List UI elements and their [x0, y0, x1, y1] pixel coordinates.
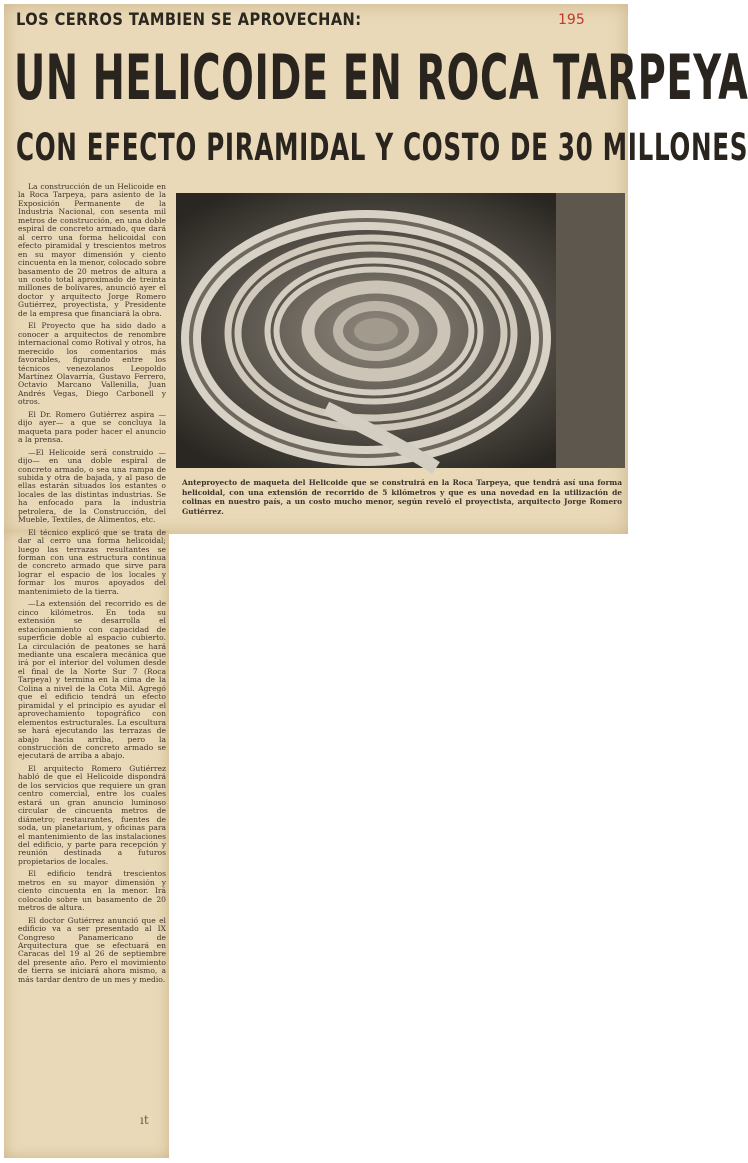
- handwritten-mark: ıt: [140, 1113, 149, 1127]
- helicoide-model-illustration: [176, 193, 625, 468]
- photo-caption: Anteproyecto de maqueta del Helicoide que se construirá en la Roca Tarpeya, que tendrá así una forma helicoidal, con una extensión de recorrido de 5 kilómetros y que es una novedad en la utilización de colinas en nuestro país, a un costo mucho menor, según reveló el proyectista, arquitecto Jorge Romero Gutiérrez.: [182, 478, 622, 516]
- article-paragraph: El Proyecto que ha sido dado a conocer a arquitectos de renombre internacional como Rotival y otros, ha merecido los comentarios más favorables, figurando entre los técnicos venezolanos Leopoldo Martínez Olavarría, Gustavo Ferrero, Octavio Marcano Vallenilla, Juan Andrés Vegas, Diego Carbonell y otros.: [18, 321, 166, 407]
- article-subhead: CON EFECTO PIRAMIDAL Y COSTO DE 30 MILLONES: [16, 126, 748, 169]
- article-paragraph: El arquitecto Romero Gutiérrez habló de que el Helicoide dispondrá de los servicios que requiere un gran centro comercial, entre los cuales estará un gran anuncio luminoso circular de cincuenta metros de diámetro; restaurantes, fuentes de soda, un planetarium, y oficinas para el mantenimiento de las instalaciones del edificio, y parte para recepción y reunión destinada a futuros propietarios de locales.: [18, 763, 166, 866]
- helicoide-model-photo: [176, 193, 625, 468]
- article-kicker: LOS CERROS TAMBIEN SE APROVECHAN:: [16, 10, 362, 30]
- article-paragraph: El doctor Gutiérrez anunció que el edificio va a ser presentado al IX Congreso Panamericano de Arquitectura que se efectuará en Caracas del 19 al 26 de septiembre del presente año. Pero el movimiento de tierra se iniciará ahora mismo, a más tardar dentro de un mes y medio.: [18, 915, 166, 984]
- article-body: [18, 183, 166, 988]
- handwritten-page-number: 195: [558, 12, 585, 28]
- article-headline: UN HELICOIDE EN ROCA TARPEYA: [14, 41, 748, 114]
- article-paragraph: El técnico explicó que se trata de dar al cerro una forma helicoidal; luego las terrazas resultantes se forman con una estructura continua de concreto armado que sirve para lograr el espacio de los locales y formar los muros apoyados del mantenimieto de la tierra.: [18, 527, 166, 596]
- article-paragraph: —La extensión del recorrido es de cinco kilómetros. En toda su extensión se desarrolla el estacionamiento con capacidad de superficie doble al espacio cubierto. La circulación de peatones se hará mediante una escalera mecánica que irá por el interior del volumen desde el final de la Norte Sur 7 (Roca Tarpeya) y termina en la cima de la Colina a nivel de la Cota Mil. Agregó que el edificio tendrá un efecto piramidal y el principio es ayudar el aprovechamiento topográfico con elementos estructurales. La escultura se hará ejecutando las terrazas de abajo hacia arriba, pero la construcción de concreto armado se ejecutará de arriba a abajo.: [18, 599, 166, 761]
- article-paragraph: El Dr. Romero Gutiérrez aspira —dijo ayer— a que se concluya la maqueta para poder hacer el anuncio a la prensa.: [18, 409, 166, 445]
- article-paragraph: El edificio tendrá trescientos metros en su mayor dimensión y ciento cincuenta en la menor. Irá colocado sobre un basamento de 20 metros de altura.: [18, 869, 166, 913]
- article-paragraph: La construcción de un Helicoide en la Roca Tarpeya, para asiento de la Exposición Permanente de la Industria Nacional, con sesenta mil metros de construcción, en una doble espiral de concreto armado, que dará al cerro una forma helicoidal con efecto piramidal y trescientos metros en su mayor dimensión y ciento cincuenta en la menor, colocado sobre basamento de 20 metros de altura a un costo total aproximado de treinta millones de bolívares, anunció ayer el doctor y arquitecto Jorge Romero Gutiérrez, proyectista, y Presidente de la empresa que financiará la obra.: [18, 182, 166, 318]
- article-paragraph: —El Helicoide será construido —dijo— en una doble espiral de concreto armado, o sea una rampa de subida y otra de bajada, y al paso de ellas estarán situados los estantes o locales de las distintas industrias. Se ha enfocado para la industria petrolera, de la Construcción, del Mueble, Textiles, de Alimentos, etc.: [18, 447, 166, 525]
